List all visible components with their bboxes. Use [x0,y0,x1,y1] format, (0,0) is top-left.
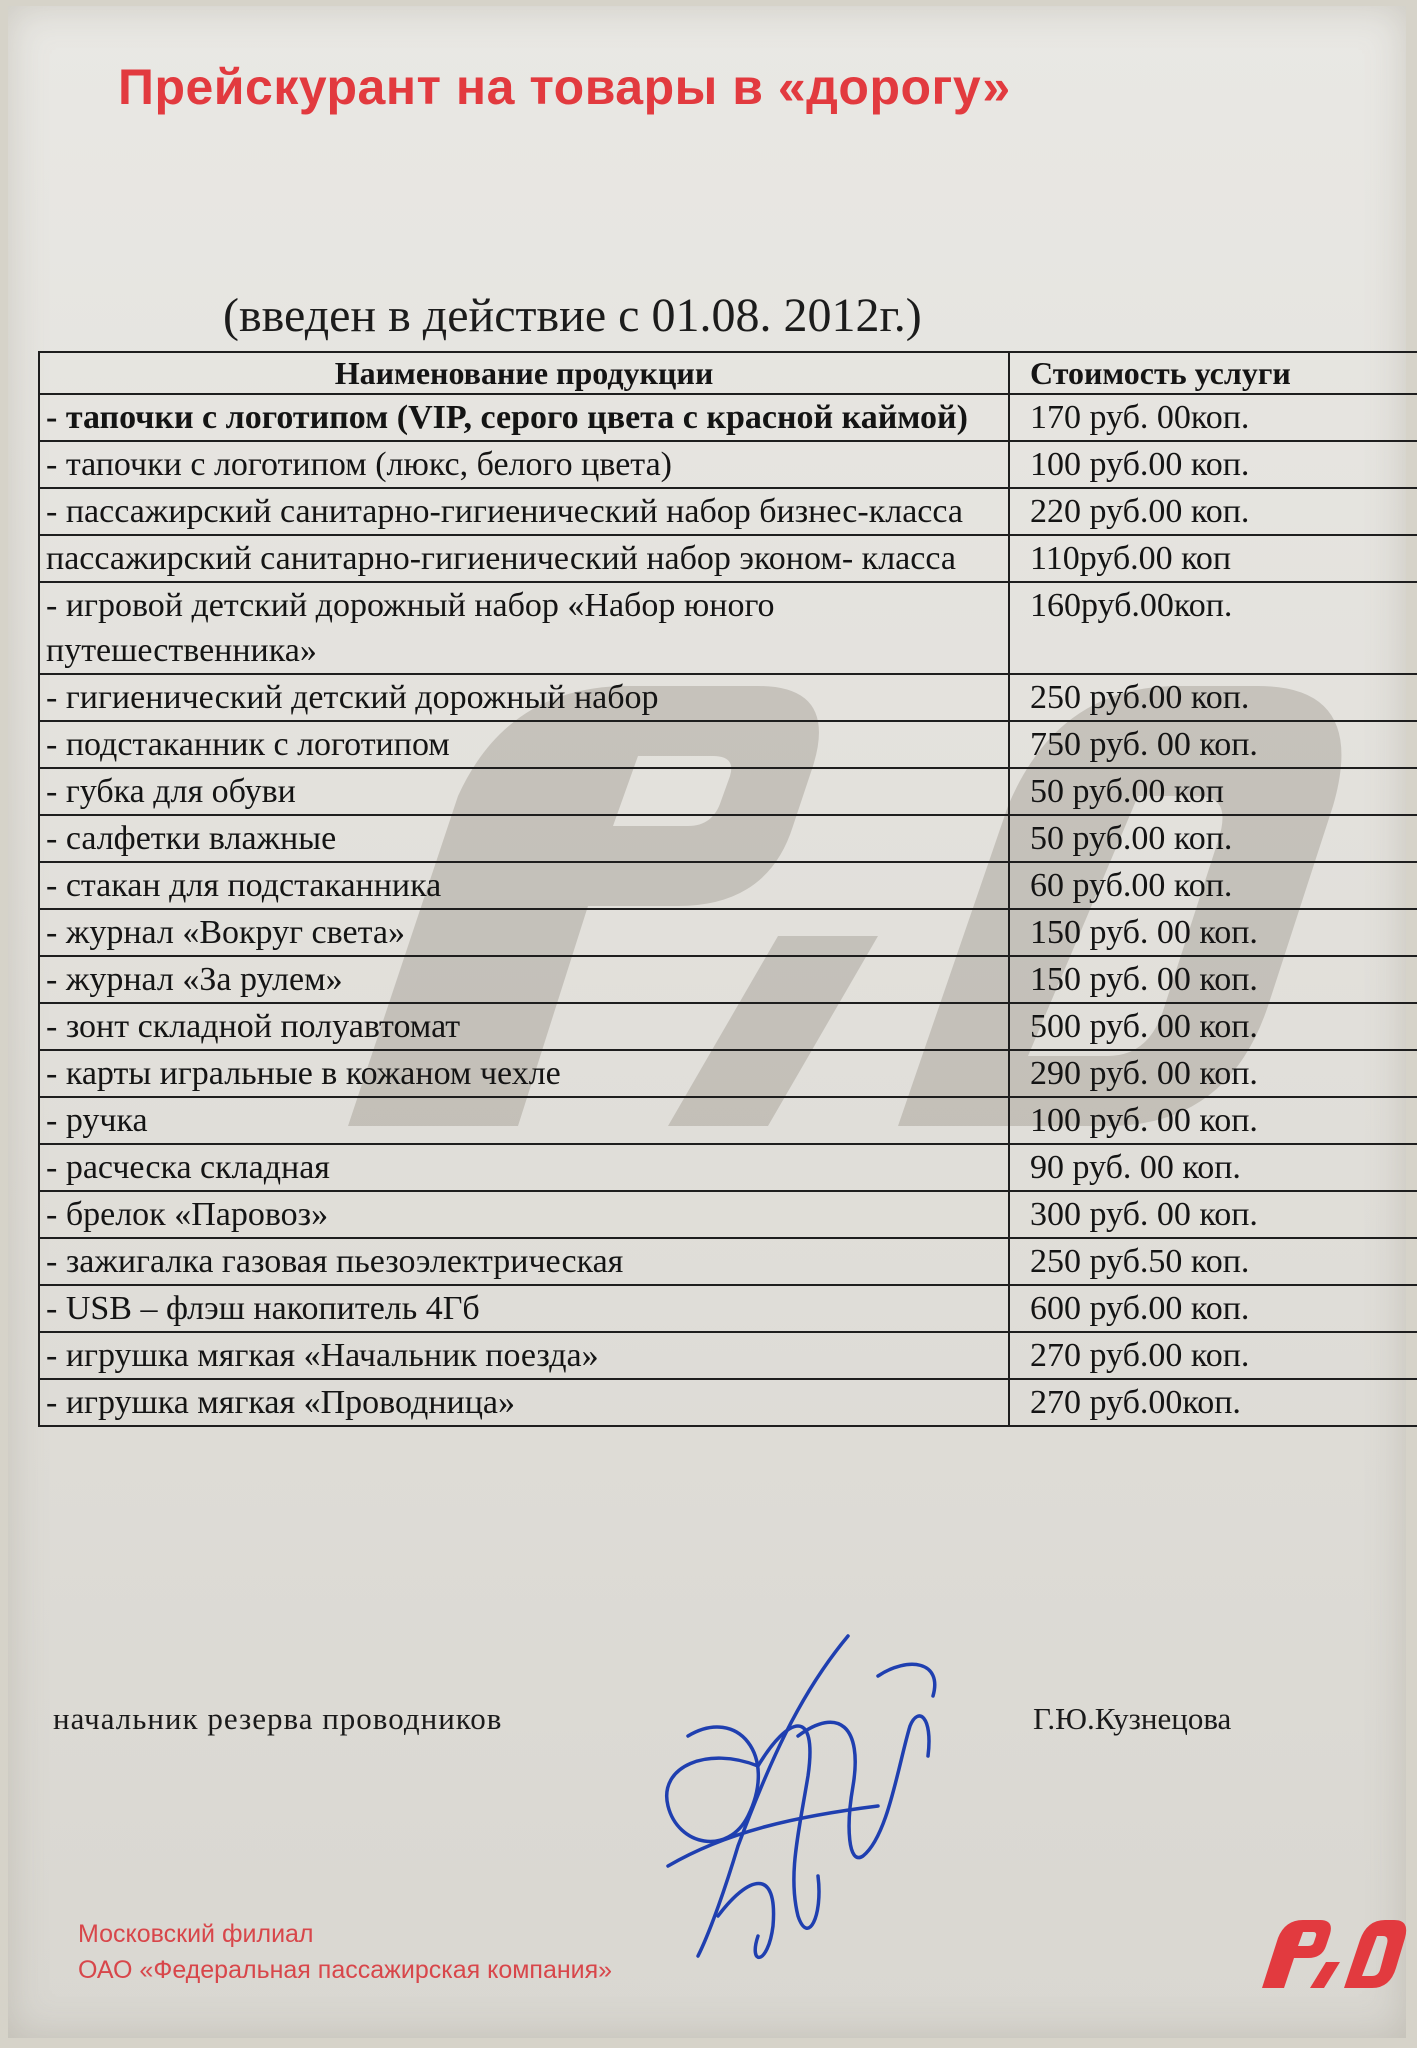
product-price: 300 руб. 00 коп. [1009,1191,1417,1238]
product-name: - журнал «Вокруг света» [39,909,1009,956]
table-row [39,815,1417,862]
product-price: 60 руб.00 коп. [1009,862,1417,909]
table-row [39,1050,1417,1097]
product-name: - игрушка мягкая «Начальник поезда» [39,1332,1009,1379]
branch-line-1: Московский филиал [78,1920,314,1948]
product-price: 270 руб.00коп. [1009,1379,1417,1426]
product-price: 50 руб.00 коп [1009,768,1417,815]
table-row [39,956,1417,1003]
product-price: 220 руб.00 коп. [1009,488,1417,535]
header-price: Стоимость услуги [1009,352,1417,394]
product-price: 250 руб.00 коп. [1009,674,1417,721]
document-title: Прейскурант на товары в «дорогу» [118,59,1011,115]
document-subtitle: (введен в действие с 01.08. 2012г.) [223,289,922,342]
table-row [39,582,1417,674]
product-name: - губка для обуви [39,768,1009,815]
signatory-role: начальник резерва проводников [53,1701,503,1736]
product-name: - игрушка мягкая «Проводница» [39,1379,1009,1426]
product-price: 90 руб. 00 коп. [1009,1144,1417,1191]
product-name: пассажирский санитарно-гигиенический набор эконом- класса [39,535,1009,582]
product-name: - пассажирский санитарно-гигиенический набор бизнес-класса [39,488,1009,535]
product-name: - тапочки с логотипом (VIP, серого цвета с красной каймой) [39,394,1009,441]
table-row [39,862,1417,909]
branch-caption [78,1916,612,1988]
product-name: - игровой детский дорожный набор «Набор юного путешественника» [39,582,1009,674]
header-product-name: Наименование продукции [39,352,1009,394]
product-name: - ручка [39,1097,1009,1144]
table-row [39,721,1417,768]
product-name: - USB – флэш накопитель 4Гб [39,1285,1009,1332]
table-row [39,1379,1417,1426]
product-price: 270 руб.00 коп. [1009,1332,1417,1379]
product-price: 500 руб. 00 коп. [1009,1003,1417,1050]
product-name: - брелок «Паровоз» [39,1191,1009,1238]
price-table [38,351,1417,1427]
table-header-row [39,352,1417,394]
table-row [39,488,1417,535]
signature-icon [648,1616,958,1976]
product-price: 50 руб.00 коп. [1009,815,1417,862]
table-row [39,1003,1417,1050]
product-price: 290 руб. 00 коп. [1009,1050,1417,1097]
product-price: 100 руб.00 коп. [1009,441,1417,488]
product-price: 750 руб. 00 коп. [1009,721,1417,768]
table-row [39,909,1417,956]
product-name: - зонт складной полуавтомат [39,1003,1009,1050]
table-row [39,674,1417,721]
product-price: 150 руб. 00 коп. [1009,956,1417,1003]
table-row [39,1097,1417,1144]
product-name: - стакан для подстаканника [39,862,1009,909]
table-row [39,768,1417,815]
product-price: 250 руб.50 коп. [1009,1238,1417,1285]
product-name: - тапочки с логотипом (люкс, белого цвета) [39,441,1009,488]
table-row [39,1332,1417,1379]
table-row [39,1238,1417,1285]
product-price: 100 руб. 00 коп. [1009,1097,1417,1144]
product-name: - расческа складная [39,1144,1009,1191]
price-list-sheet [8,6,1406,2038]
product-name: - зажигалка газовая пьезоэлектрическая [39,1238,1009,1285]
signatory-name: Г.Ю.Кузнецова [1033,1701,1232,1736]
table-row [39,394,1417,441]
product-price: 150 руб. 00 коп. [1009,909,1417,956]
table-row [39,1144,1417,1191]
product-name: - журнал «За рулем» [39,956,1009,1003]
table-row [39,1285,1417,1332]
product-price: 110руб.00 коп [1009,535,1417,582]
rzd-logo-icon [1258,1918,1408,1990]
product-name: - подстаканник с логотипом [39,721,1009,768]
product-name: - гигиенический детский дорожный набор [39,674,1009,721]
product-name: - карты игральные в кожаном чехле [39,1050,1009,1097]
table-row [39,535,1417,582]
product-price: 160руб.00коп. [1009,582,1417,674]
table-row [39,1191,1417,1238]
product-name: - салфетки влажные [39,815,1009,862]
table-row [39,441,1417,488]
branch-line-2: ОАО «Федеральная пассажирская компания» [78,1956,613,1984]
product-price: 170 руб. 00коп. [1009,394,1417,441]
product-price: 600 руб.00 коп. [1009,1285,1417,1332]
